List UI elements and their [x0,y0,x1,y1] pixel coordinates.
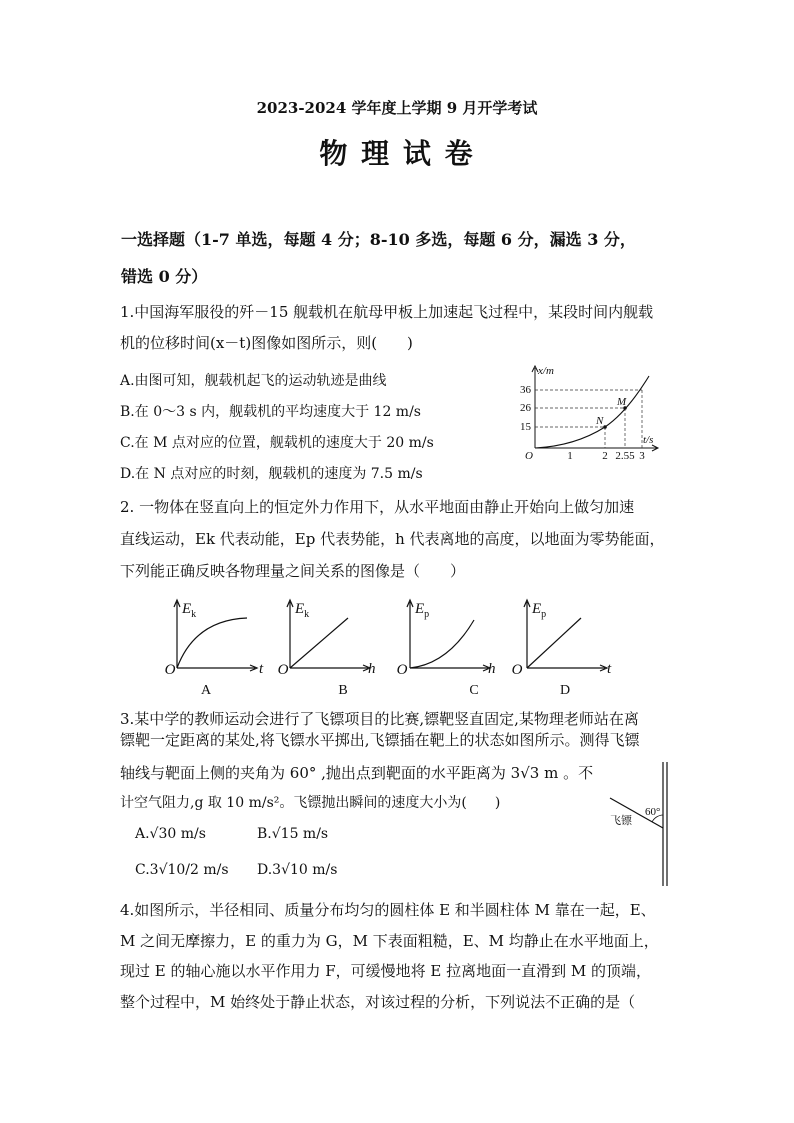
q3-option-d: D.3√10 m/s [257,862,338,878]
q1-label-m: M [617,396,627,408]
q2-c-origin: O [396,662,408,678]
q2-a-origin: O [164,662,176,678]
q1-stem-line1: 1.中国海军服役的歼－15 舰载机在航母甲板上加速起飞过程中，某段时间内舰载 [120,303,654,321]
q3-stem-line2: 镖靶一定距离的某处,将飞镖水平掷出,飞镖插在靶上的状态如图所示。测得飞镖 [120,731,640,749]
q2-b-line [290,618,348,668]
q2-d-origin: O [511,662,523,678]
q1-stem-line2: 机的位移时间(x－t)图像如图所示，则( ) [120,334,413,352]
q2-b-option: B [338,683,348,698]
q3-option-c: C.3√10/2 m/s [135,862,229,878]
q2-a-option: A [200,683,212,698]
q2-a-curve [177,618,247,668]
q1-origin: O [525,450,533,462]
q2-stem-line3: 下列能正确反映各物理量之间关系的图像是（ ） [120,562,466,580]
q2-stem-line1: 2. 一物体在竖直向上的恒定外力作用下，从水平地面由静止开始向上做匀加速 [120,498,635,516]
page-title: 物 理 试 卷 [319,137,475,170]
q1-option-c: C.在 M 点对应的位置，舰载机的速度大于 20 m/s [120,435,434,451]
q1-y-label: x/m [538,365,554,377]
q2-c-option: C [469,683,479,698]
q2-d-xlabel: t [607,661,612,677]
q2-c-ylabel: $E_p$ [415,601,430,620]
q1-xtick-255: 2.55 [615,450,635,462]
q2-stem-line2: 直线运动，Ek 代表动能，Ep 代表势能，h 代表离地的高度，以地面为零势能面， [120,530,665,548]
q3-dart-label: 飞镖 [610,815,632,827]
q1-option-b: B.在 0～3 s 内，舰载机的平均速度大于 12 m/s [120,404,421,420]
q1-ytick-36: 36 [520,384,531,396]
q3-stem-line3: 轴线与靶面上侧的夹角为 60° ,抛出点到靶面的水平距离为 3√3 m 。不 [120,764,594,782]
q4-stem-line1: 4.如图所示，半径相同、质量分布均匀的圆柱体 E 和半圆柱体 M 靠在一起，E、 [120,901,656,919]
q3-stem-line1: 3.某中学的教师运动会进行了飞镖项目的比赛,镖靶竖直固定,某物理老师站在离 [120,710,639,728]
q1-option-a: A.由图可知，舰载机起飞的运动轨迹是曲线 [120,373,387,389]
q2-a-ylabel: $E_k$ [182,601,197,620]
q4-stem-line4: 整个过程中，M 始终处于静止状态，对该过程的分析，下列说法不正确的是（ [120,993,636,1011]
q3-option-a: A.√30 m/s [135,826,206,842]
q3-angle-label: 60° [645,806,661,818]
exam-subtitle: 2023-2024 学年度上学期 9 月开学考试 [256,99,538,117]
q2-graph-d [505,596,625,698]
q2-a-xlabel: t [259,661,264,677]
q1-xtick-3: 3 [639,450,645,462]
q1-xtick-1: 1 [567,450,573,462]
q2-b-xlabel: h [368,661,376,677]
q1-label-n: N [596,415,604,427]
section-heading-line1: 一选择题（1-7 单选，每题 4 分；8-10 多选，每题 6 分，漏选 3 分， [121,230,636,249]
q4-stem-line3: 现过 E 的轴心施以水平作用力 F，可缓慢地将 E 拉离地面一直滑到 M 的顶端， [120,962,652,980]
q3-dart-figure [600,760,680,890]
section-heading-line2: 错选 0 分） [121,267,208,286]
q2-b-origin: O [277,662,289,678]
q3-stem-line4: 计空气阻力,g 取 10 m/s²。飞镖抛出瞬间的速度大小为( ) [120,795,501,811]
q1-point-n [603,425,607,429]
q4-stem-line2: M 之间无摩擦力，E 的重力为 G，M 下表面粗糙，E、M 均静止在水平地面上， [120,932,659,950]
q3-option-b: B.√15 m/s [257,826,329,842]
q2-graph-c [388,596,508,698]
q2-c-xlabel: h [488,661,496,677]
q2-b-ylabel: $E_k$ [295,601,310,620]
q2-d-option: D [559,683,571,698]
q2-d-ylabel: $E_p$ [532,601,547,620]
q2-graph-a [155,596,275,698]
q1-option-d: D.在 N 点对应的时刻，舰载机的速度为 7.5 m/s [120,466,423,482]
q1-curve [535,376,649,448]
q1-ytick-15: 15 [520,421,531,433]
q1-ytick-26: 26 [520,402,531,414]
q1-x-label: t/s [643,434,654,446]
q1-xtick-2: 2 [602,450,608,462]
q1-xt-graph [515,362,665,462]
q2-c-curve [410,620,474,668]
q2-graph-b [268,596,388,698]
q2-d-line [527,618,581,668]
